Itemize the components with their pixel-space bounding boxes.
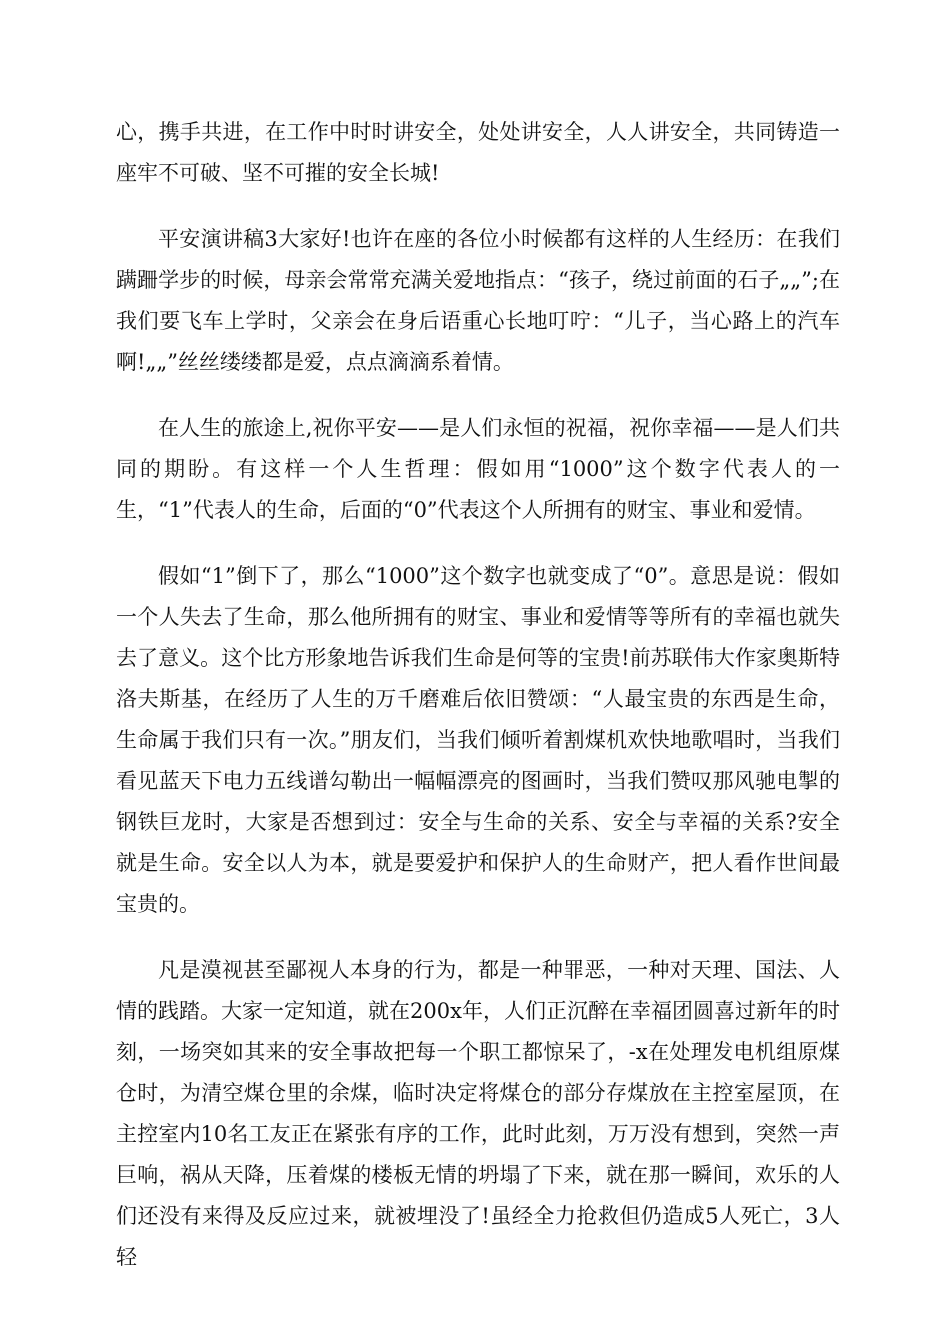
paragraph-4: 假如“1”倒下了，那么“1000”这个数字也就变成了“0”。意思是说：假如一个人失去了生命，那么他所拥有的财宝、事业和爱情等等所有的幸福也就失去了意义。这个比方形象地告诉我们生命是何等的宝贵!前苏联伟大作家奥斯特洛夫斯基，在经历了人生的万千磨难后依旧赞颂：“人最宝贵的东西是生命，生命属于我们只有一次。”朋友们，当我们倾听着割煤机欢快地歌唱时，当我们看见蓝天下电力五线谱勾勒出一幅幅漂亮的图画时，当我们赞叹那风驰电掣的钢铁巨龙时，大家是否想到过：安全与生命的关系、安全与幸福的关系?安全就是生命。安全以人为本，就是要爱护和保护人的生命财产，把人看作世间最宝贵的。 [116,564,840,916]
paragraph-1: 心，携手共进，在工作中时时讲安全，处处讲安全，人人讲安全，共同铸造一座牢不可破、坚不可摧的安全长城! [116,120,840,185]
paragraph-3: 在人生的旅途上,祝你平安——是人们永恒的祝福，祝你幸福——是人们共同的期盼。有这样一个人生哲理：假如用“1000”这个数字代表人的一生，“1”代表人的生命，后面的“0”代表这个人所拥有的财宝、事业和爱情。 [116,416,840,522]
paragraph-2: 平安演讲稿3大家好!也许在座的各位小时候都有这样的人生经历：在我们蹒跚学步的时候，母亲会常常充满关爱地指点：“孩子，绕过前面的石子„„”;在我们要飞车上学时，父亲会在身后语重心长地叮咛：“儿子，当心路上的汽车啊!„„”丝丝缕缕都是爱，点点滴滴系着情。 [116,227,840,374]
paragraph-5: 凡是漠视甚至鄙视人本身的行为，都是一种罪恶，一种对天理、国法、人情的践踏。大家一定知道，就在200x年，人们正沉醉在幸福团圆喜过新年的时刻，一场突如其来的安全事故把每一个职工都惊呆了，-x在处理发电机组原煤仓时，为清空煤仓里的余煤，临时决定将煤仓的部分存煤放在主控室屋顶，在主控室内10名工友正在紧张有序的工作，此时此刻，万万没有想到，突然一声巨响，祸从天降，压着煤的楼板无情的坍塌了下来，就在那一瞬间，欢乐的人们还没有来得及反应过来，就被埋没了!虽经全力抢救但仍造成5人死亡，3人轻 [116,958,840,1269]
document-body [116,112,840,1278]
